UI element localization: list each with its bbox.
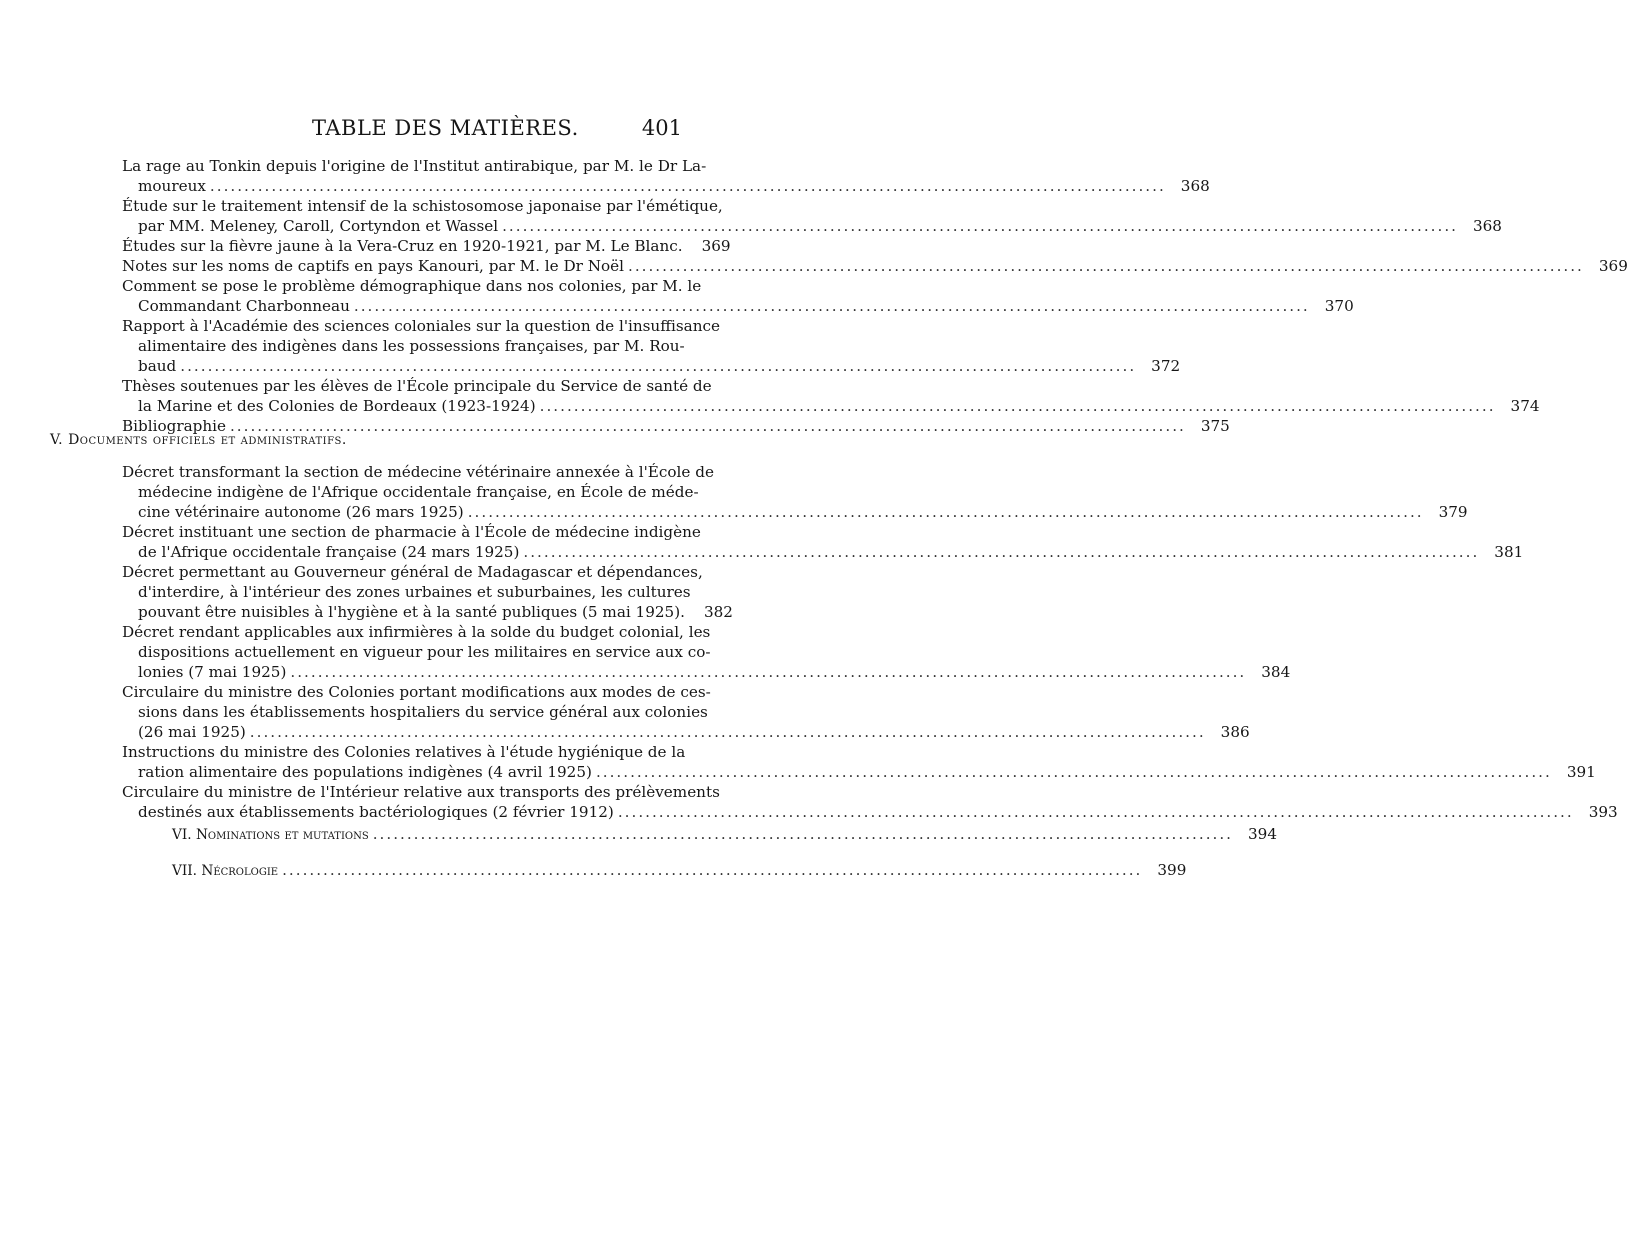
- leader-dots: ............................................................................................................................................: [467, 503, 1424, 521]
- entry-page: 374: [1510, 397, 1540, 415]
- entry-text-line: moureux: [138, 177, 206, 195]
- leader-dots: ............................................................................................................................................: [249, 723, 1206, 741]
- entry-text-line: de l'Afrique occidentale française (24 mars 1925): [138, 543, 520, 561]
- entry-text-line: Études sur la fièvre jaune à la Vera-Cruz en 1920-1921, par M. Le Blanc.: [122, 237, 683, 255]
- leader-dots: ............................................................................................................................................: [502, 217, 1458, 235]
- toc-entry: [122, 156, 1210, 196]
- entry-text-line: Instructions du ministre des Colonies relatives à l'étude hygiénique de la: [122, 743, 686, 761]
- leader-dots: ............................................................................................................................................: [617, 803, 1574, 821]
- entry-page: 370: [1324, 297, 1354, 315]
- entry-text-line: Circulaire du ministre des Colonies portant modifications aux modes de ces-: [122, 683, 711, 701]
- toc-entry: [122, 376, 1540, 416]
- entry-page: 381: [1494, 543, 1524, 561]
- entry-page: 384: [1261, 663, 1291, 681]
- entry-text-line: sions dans les établissements hospitaliers du service général aux colonies: [138, 703, 708, 721]
- entry-text-line: Décret rendant applicables aux infirmières à la solde du budget colonial, les: [122, 623, 711, 641]
- section-heading-v: V. Documents officiels et administratifs.: [50, 432, 347, 448]
- leader-dots: ............................................................................................................................................: [209, 177, 1166, 195]
- leader-dots: ............................................................................................................................................: [229, 417, 1186, 435]
- entry-text-line: Rapport à l'Académie des sciences coloniales sur la question de l'insuffisance: [122, 317, 720, 335]
- toc-entry: [122, 742, 1596, 782]
- entry-text-line: Comment se pose le problème démographique dans nos colonies, par M. le: [122, 277, 702, 295]
- entry-page: 391: [1566, 763, 1596, 781]
- entry-page: 368: [1472, 217, 1502, 235]
- entry-text-line: (26 mai 1925): [138, 723, 246, 741]
- leader-dots: ............................................................................................................................................: [290, 663, 1247, 681]
- toc-entry: [122, 562, 733, 622]
- entry-text-line: lonies (7 mai 1925): [138, 663, 287, 681]
- leader-dots: ............................................................................................................................................: [353, 297, 1310, 315]
- entry-text-line: Bibliographie: [122, 417, 226, 435]
- toc-entry: [122, 782, 1618, 822]
- leader-dots: ............................................................................................................................................: [180, 357, 1137, 375]
- leader-dots: ............................................................................................................................................: [539, 397, 1496, 415]
- entry-text-line: Étude sur le traitement intensif de la schistosomose japonaise par l'émétique,: [122, 197, 723, 215]
- toc-entry: [122, 276, 1354, 316]
- toc-entry: [122, 522, 1524, 562]
- entry-text-line: Circulaire du ministre de l'Intérieur relative aux transports des prélèvements: [122, 783, 720, 801]
- entry-text-line: dispositions actuellement en vigueur pour les militaires en service aux co-: [138, 643, 711, 661]
- entry-text-line: pouvant être nuisibles à l'hygiène et à la santé publiques (5 mai 1925).: [138, 603, 685, 621]
- entry-text-line: Décret instituant une section de pharmacie à l'École de médecine indigène: [122, 523, 701, 541]
- entry-text-line: La rage au Tonkin depuis l'origine de l'Institut antirabique, par M. le Dr La-: [122, 157, 707, 175]
- entry-text-line: baud: [138, 357, 177, 375]
- leader-dots: ..............................................................................................................................: [282, 861, 1143, 879]
- section-heading-vii: VII. Nécrologie: [172, 863, 279, 879]
- leader-dots: ............................................................................................................................................: [628, 257, 1584, 275]
- entry-text-line: Décret transformant la section de médecine vétérinaire annexée à l'École de: [122, 463, 714, 481]
- entry-page: 369: [701, 237, 731, 255]
- toc-entry: [122, 196, 1502, 236]
- toc-entry: [122, 824, 1278, 845]
- page-title: TABLE DES MATIÈRES.: [312, 116, 579, 140]
- entry-page: 382: [703, 603, 733, 621]
- entry-text-line: médecine indigène de l'Afrique occidentale française, en École de méde-: [138, 483, 699, 501]
- toc-section-vii: [122, 860, 1187, 881]
- toc-entry: [122, 316, 1181, 376]
- leader-dots: ............................................................................................................................................: [595, 763, 1552, 781]
- entry-text-line: ration alimentaire des populations indigènes (4 avril 1925): [138, 763, 592, 781]
- entry-text-line: Décret permettant au Gouverneur général de Madagascar et dépendances,: [122, 563, 703, 581]
- entry-page: 368: [1180, 177, 1210, 195]
- toc-entry: [122, 462, 1468, 522]
- toc-entry: [122, 622, 1291, 682]
- entry-page: 386: [1220, 723, 1250, 741]
- entry-text-line: d'interdire, à l'intérieur des zones urbaines et suburbaines, les cultures: [138, 583, 691, 601]
- toc-entry: [122, 682, 1250, 742]
- toc-section-vi: [122, 824, 1278, 845]
- toc-section-a: [122, 156, 1628, 436]
- entry-page: 369: [1598, 257, 1628, 275]
- toc-entry: [122, 256, 1628, 276]
- entry-text-line: Notes sur les noms de captifs en pays Kanouri, par M. le Dr Noël: [122, 257, 624, 275]
- entry-text-line: Thèses soutenues par les élèves de l'École principale du Service de santé de: [122, 377, 712, 395]
- page-header: [122, 116, 682, 146]
- toc-entry: [122, 236, 731, 256]
- entry-text-line: par MM. Meleney, Caroll, Cortyndon et Wassel: [138, 217, 499, 235]
- entry-page: 393: [1588, 803, 1618, 821]
- entry-text-line: destinés aux établissements bactériologiques (2 février 1912): [138, 803, 614, 821]
- entry-text-line: Commandant Charbonneau: [138, 297, 350, 315]
- page-number: 401: [641, 116, 682, 140]
- entry-text-line: cine vétérinaire autonome (26 mars 1925): [138, 503, 464, 521]
- toc-entry: [122, 860, 1187, 881]
- entry-text-line: la Marine et des Colonies de Bordeaux (1923-1924): [138, 397, 536, 415]
- leader-dots: ..............................................................................................................................: [372, 825, 1234, 843]
- entry-page: 379: [1438, 503, 1468, 521]
- leader-dots: ............................................................................................................................................: [523, 543, 1480, 561]
- entry-text-line: alimentaire des indigènes dans les possessions françaises, par M. Rou-: [138, 337, 685, 355]
- entry-page: 375: [1200, 417, 1230, 435]
- entry-page: 399: [1157, 861, 1187, 879]
- toc-section-b: [122, 462, 1618, 822]
- entry-page: 394: [1248, 825, 1278, 843]
- section-heading-vi: VI. Nominations et mutations: [172, 827, 369, 843]
- entry-page: 372: [1151, 357, 1181, 375]
